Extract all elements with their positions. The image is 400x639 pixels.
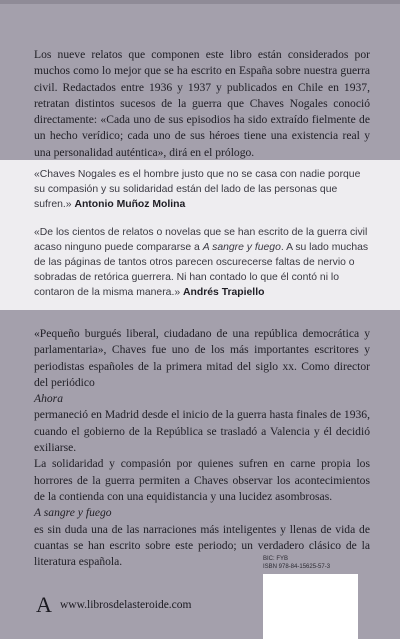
quotes-band (0, 160, 400, 310)
book-title: A sangre y fuego (202, 242, 281, 253)
publisher-logo: A (36, 592, 52, 617)
quote-author: Antonio Muñoz Molina (74, 199, 186, 210)
quote-munoz-molina (34, 167, 370, 212)
quote-text: «Chaves Nogales es el hombre justo que no se casa con nadie porque su compasión y su solidaridad están del lado de las personas que sufren.» (34, 169, 361, 210)
quote-trapiello (34, 225, 370, 300)
barcode-area (263, 574, 358, 639)
newspaper-title: Ahora (34, 392, 63, 406)
publisher-url: www.librosdelasteroide.com (60, 599, 192, 611)
bio-first-part: «Pequeño burgués liberal, ciudadano de una república democrática y parlamentaria», Chaves fue uno de los más importantes escritores y periodistas españoles de la primera mitad del siglo xx. Como director del periódico Ahora permaneció en Madrid desde el inicio de la guerra hasta finales de 1936, cuando el gobierno de la República se trasladó a Valencia y él decidió exiliarse. (34, 327, 370, 455)
quote-text: «De los cientos de relatos o novelas que se han escrito de la guerra civil acaso ninguno puede compararse a (34, 227, 368, 253)
bio-second-part: La solidaridad y compasión por quienes sufren en carne propia los horrores de la guerra permiten a Chaves observar los acontecimientos de la contienda con una equidistancia y una lucidez asombrosas. (34, 457, 370, 503)
quote-text-continued: . A su lado muchas de las páginas de tantos otros parecen oscurecerse faltas de nervio o sobradas de retórica guerrera. Ni han contado lo que él contó ni lo contaron de la misma manera.» (34, 242, 369, 298)
quote-author: Andrés Trapiello (183, 287, 265, 298)
bio-third-part: A sangre y fuego es sin duda una de las narraciones más inteligentes y llenas de vida de cuantas se han escrito sobre este periodo; un verdadero clásico de la literatura española. (34, 506, 370, 569)
bio-paragraph (34, 326, 370, 570)
book-title: A sangre y fuego (34, 506, 112, 520)
isbn: ISBN 978-84-15625-57-3 (263, 564, 331, 570)
cover-top-edge (0, 0, 400, 4)
intro-paragraph: Los nueve relatos que componen este libro están considerados por muchos como lo mejor que se ha escrito en España sobre nuestra guerra civil. Redactados entre 1936 y 1937 y publicados en Chile en 1937, retratan distintos sucesos de la guerra que Chaves Nogales conoció directamente: «Cada uno de sus episodios ha sido extraído fielmente de un hecho verídico; cada uno de sus héroes tiene una existencia real y una personalidad auténtica», dirá en el prólogo. (34, 48, 370, 159)
bic-code: BIC: FYB (263, 556, 289, 562)
